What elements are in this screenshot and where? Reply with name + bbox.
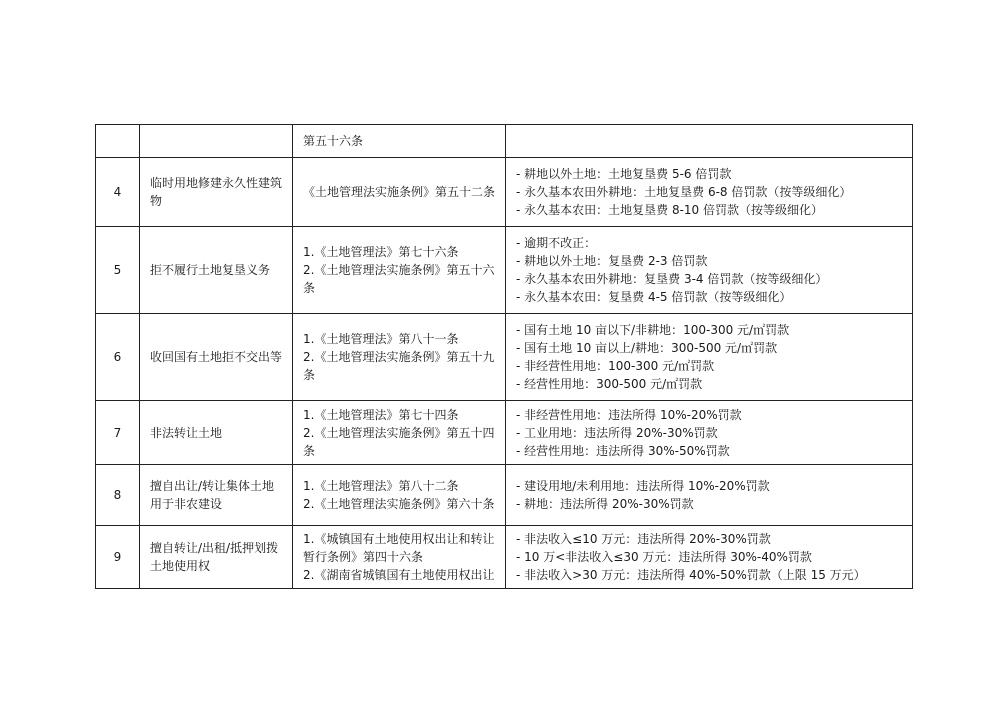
penalty-line: - 非经营性用地：100-300 元/㎡罚款	[516, 359, 715, 373]
penalty-standard	[506, 158, 913, 227]
legal-basis-line: 2.《土地管理法实施条例》第五十四条	[303, 425, 495, 458]
penalty-standard	[506, 125, 913, 158]
table-row	[96, 314, 913, 401]
penalty-line: - 耕地以外土地：复垦费 2-3 倍罚款	[516, 254, 708, 268]
row-number-text: 7	[113, 425, 122, 440]
violation-item-text: 收回国有土地拒不交出等	[150, 350, 283, 364]
row-number-text: 4	[113, 185, 122, 199]
violation-item-text: 擅自转让/出租/抵押划拨土地使用权	[150, 541, 279, 573]
violation-item-text: 拒不履行土地复垦义务	[150, 263, 271, 277]
row-number	[96, 401, 140, 465]
violation-item	[140, 125, 293, 158]
penalty-standard	[506, 465, 913, 526]
row-number	[96, 158, 140, 227]
violation-item-text: 非法转让土地	[150, 425, 223, 440]
legal-basis-line: 1.《土地管理法》第七十四条	[303, 407, 459, 422]
penalty-standard	[506, 526, 913, 589]
penalty-line: - 经营性用地：违法所得 30%-50%罚款	[516, 443, 730, 458]
row-number	[96, 314, 140, 401]
legal-basis-line: 1.《城镇国有土地使用权出让和转让暂行条例》第四十六条	[303, 532, 495, 564]
penalty-line: - 永久基本农田：土地复垦费 8-10 倍罚款（按等级细化）	[516, 203, 824, 217]
penalty-line: - 非法收入≤10 万元：违法所得 20%-30%罚款	[516, 532, 771, 546]
violation-item	[140, 526, 293, 589]
table-row	[96, 158, 913, 227]
row-number	[96, 465, 140, 526]
row-number-text: 5	[113, 263, 122, 277]
penalty-line: - 经营性用地：300-500 元/㎡罚款	[516, 377, 703, 391]
legal-basis	[293, 227, 506, 314]
legal-basis-line: 1.《土地管理法》第八十二条	[303, 479, 459, 493]
legal-basis	[293, 526, 506, 589]
penalty-standard	[506, 401, 913, 465]
row-number	[96, 227, 140, 314]
legal-basis-line: 2.《湖南省城镇国有土地使用权出让	[303, 568, 495, 582]
row-number	[96, 125, 140, 158]
legal-basis	[293, 314, 506, 401]
legal-basis-line: 第五十六条	[303, 134, 364, 148]
legal-basis-line: 1.《土地管理法》第七十六条	[303, 245, 459, 259]
row-number-text: 8	[113, 488, 122, 502]
violation-item-text: 擅自出让/转让集体土地用于非农建设	[150, 479, 275, 511]
row-number-text: 9	[113, 550, 122, 564]
violation-item	[140, 227, 293, 314]
legal-basis	[293, 158, 506, 227]
penalty-table	[95, 124, 913, 589]
violation-item	[140, 158, 293, 227]
penalty-line: - 工业用地：违法所得 20%-30%罚款	[516, 425, 718, 440]
legal-basis-line: 1.《土地管理法》第八十一条	[303, 332, 459, 346]
violation-item	[140, 465, 293, 526]
penalty-line: - 国有土地 10 亩以上/耕地：300-500 元/㎡罚款	[516, 341, 778, 355]
row-number-text: 6	[113, 350, 122, 364]
table-row	[96, 401, 913, 465]
penalty-line: - 永久基本农田：复垦费 4-5 倍罚款（按等级细化）	[516, 290, 792, 304]
legal-basis	[293, 465, 506, 526]
penalty-line: - 国有土地 10 亩以下/非耕地：100-300 元/㎡罚款	[516, 323, 790, 337]
legal-basis	[293, 401, 506, 465]
penalty-line: - 永久基本农田外耕地：土地复垦费 6-8 倍罚款（按等级细化）	[516, 185, 852, 199]
table-row	[96, 526, 913, 589]
legal-basis-line: 《土地管理法实施条例》第五十二条	[303, 185, 496, 199]
violation-item	[140, 401, 293, 465]
penalty-line: - 耕地以外土地：土地复垦费 5-6 倍罚款	[516, 167, 732, 181]
row-number	[96, 526, 140, 589]
penalty-line: - 耕地：违法所得 20%-30%罚款	[516, 497, 694, 511]
penalty-line: - 非经营性用地：违法所得 10%-20%罚款	[516, 407, 742, 422]
legal-basis-line: 2.《土地管理法实施条例》第六十条	[303, 497, 495, 511]
violation-item	[140, 314, 293, 401]
penalty-line: - 永久基本农田外耕地：复垦费 3-4 倍罚款（按等级细化）	[516, 272, 828, 286]
table-row	[96, 465, 913, 526]
penalty-line: - 逾期不改正：	[516, 236, 597, 250]
table-row	[96, 227, 913, 314]
legal-basis-line: 2.《土地管理法实施条例》第五十六条	[303, 263, 495, 295]
legal-basis-line: 2.《土地管理法实施条例》第五十九条	[303, 350, 495, 382]
legal-basis	[293, 125, 506, 158]
penalty-standard	[506, 227, 913, 314]
penalty-line: - 建设用地/未利用地：违法所得 10%-20%罚款	[516, 479, 770, 493]
penalty-line: - 10 万<非法收入≤30 万元：违法所得 30%-40%罚款	[516, 550, 812, 564]
penalty-standard	[506, 314, 913, 401]
penalty-line: - 非法收入>30 万元：违法所得 40%-50%罚款（上限 15 万元）	[516, 568, 866, 582]
violation-item-text: 临时用地修建永久性建筑物	[150, 176, 283, 208]
table-row	[96, 125, 913, 158]
